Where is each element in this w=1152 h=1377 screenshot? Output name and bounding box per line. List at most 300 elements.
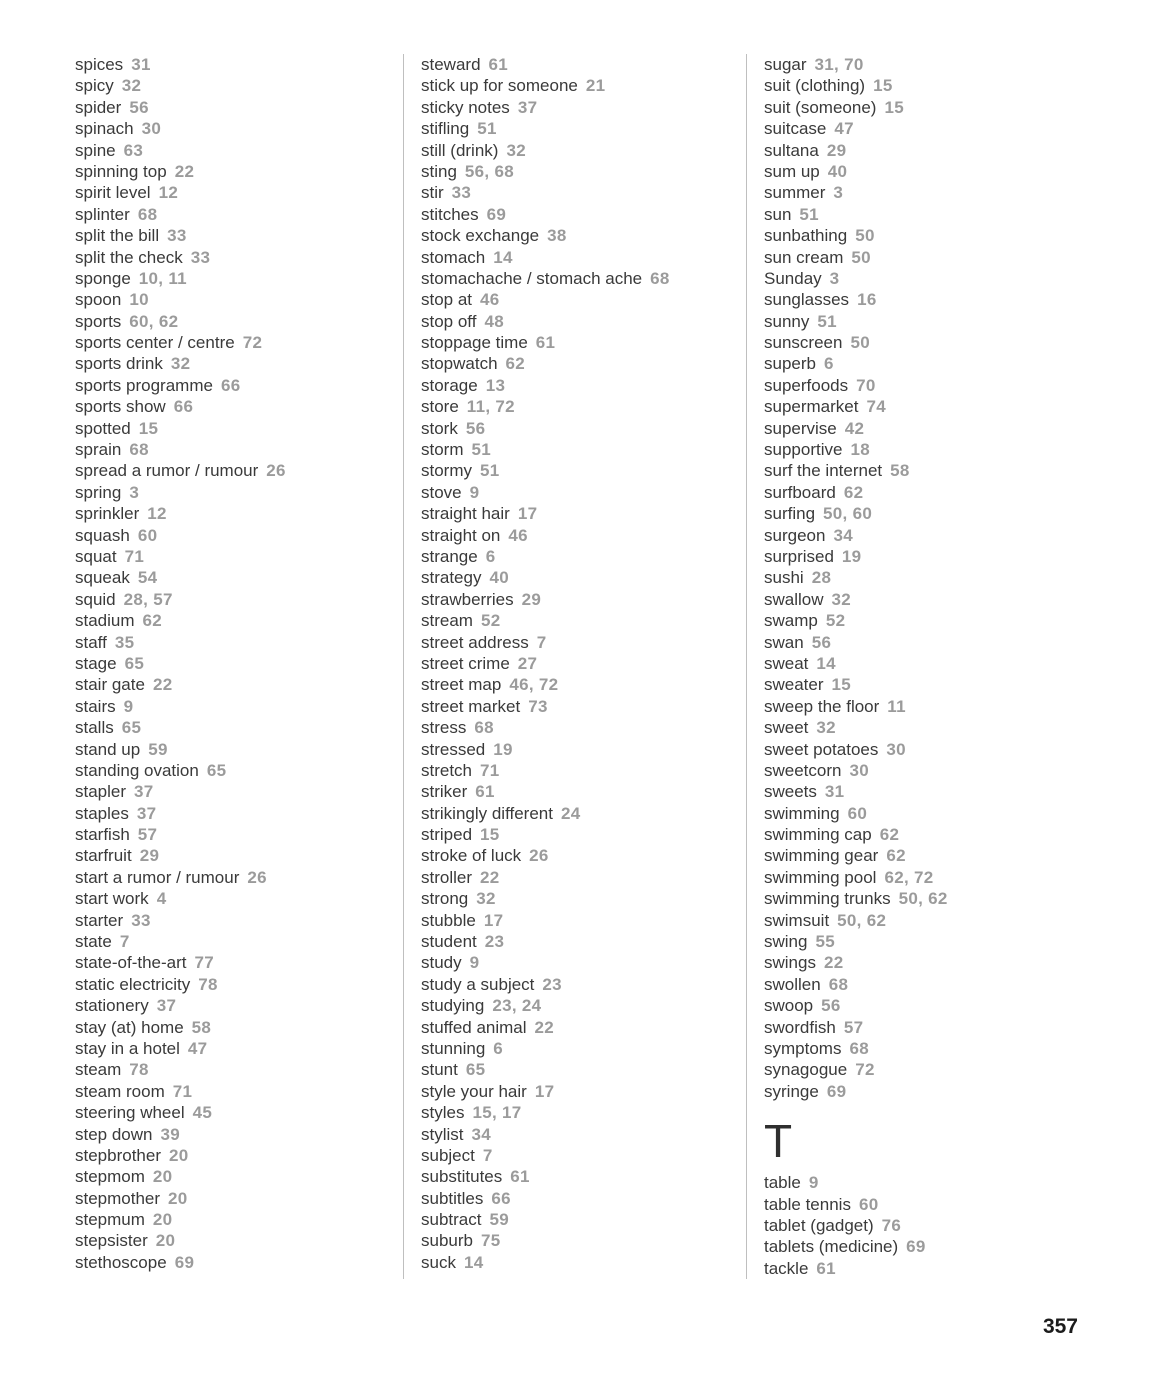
- entry-term: split the bill: [75, 226, 160, 246]
- index-entry: [421, 1252, 746, 1273]
- entry-pages: 56: [811, 632, 832, 652]
- entry-pages: 62: [879, 825, 900, 845]
- entry-term: stepmum: [75, 1210, 145, 1230]
- entry-term: stage: [75, 653, 117, 673]
- index-entry: [75, 375, 403, 396]
- index-entry: [421, 396, 746, 417]
- index-entry: [764, 161, 1107, 182]
- entry-term: steward: [421, 55, 481, 74]
- entry-pages: 11, 72: [466, 397, 515, 417]
- entry-pages: 26: [247, 867, 267, 887]
- entry-term: storage: [421, 375, 478, 395]
- index-entry: [75, 97, 403, 118]
- entry-term: swing: [764, 932, 808, 952]
- entry-term: starter: [75, 910, 124, 930]
- entry-term: suit (clothing): [764, 76, 866, 96]
- entry-term: staff: [75, 632, 107, 652]
- entry-term: summer: [764, 183, 826, 203]
- entry-pages: 19: [841, 546, 862, 566]
- index-entry: [764, 888, 1107, 909]
- entry-pages: 15: [138, 418, 159, 438]
- entry-pages: 77: [194, 953, 215, 973]
- index-column: [746, 54, 1107, 1279]
- index-entry: [75, 268, 403, 289]
- entry-term: sunny: [764, 311, 810, 331]
- index-entry: [764, 1059, 1107, 1080]
- index-entry: [764, 375, 1107, 396]
- index-entry: [75, 247, 403, 268]
- index-entry: [421, 289, 746, 310]
- index-entry: [421, 1230, 746, 1251]
- entry-term: strikingly different: [421, 803, 553, 823]
- entry-term: stressed: [421, 739, 486, 759]
- entry-term: Sunday: [764, 268, 822, 288]
- entry-term: step down: [75, 1124, 153, 1144]
- index-entry: [421, 140, 746, 161]
- index-entry: [764, 589, 1107, 610]
- entry-term: tablet (gadget): [764, 1215, 874, 1235]
- entry-pages: 48: [484, 311, 504, 331]
- entry-term: start work: [75, 889, 149, 909]
- entry-pages: 62: [843, 482, 864, 502]
- entry-pages: 73: [528, 696, 548, 716]
- entry-term: supermarket: [764, 397, 859, 417]
- entry-term: spoon: [75, 290, 122, 310]
- index-entry: [75, 460, 403, 481]
- entry-term: straight on: [421, 525, 501, 545]
- entry-pages: 23, 24: [492, 996, 542, 1016]
- entry-term: striped: [421, 825, 473, 845]
- entry-term: strong: [421, 889, 469, 909]
- index-entry: [75, 632, 403, 653]
- index-entry: [421, 567, 746, 588]
- entry-pages: 68: [129, 440, 149, 460]
- entry-term: stationery: [75, 996, 149, 1016]
- index-entry: [75, 610, 403, 631]
- index-entry: [764, 1172, 1107, 1193]
- index-entry: [421, 1102, 746, 1123]
- index-entry: [421, 353, 746, 374]
- index-entry: [764, 140, 1107, 161]
- index-entry: [421, 1017, 746, 1038]
- entry-pages: 12: [147, 504, 167, 524]
- entry-pages: 35: [114, 632, 135, 652]
- index-entry: [421, 632, 746, 653]
- index-entry: [764, 867, 1107, 888]
- index-entry: [75, 653, 403, 674]
- entry-pages: 34: [833, 525, 853, 545]
- index-entry: [75, 760, 403, 781]
- index-entry: [75, 1081, 403, 1102]
- index-entry: [764, 418, 1107, 439]
- entry-term: stock exchange: [421, 226, 540, 246]
- entry-pages: 27: [517, 653, 538, 673]
- index-entry: [75, 439, 403, 460]
- entry-term: sprain: [75, 440, 122, 460]
- index-entry: [75, 161, 403, 182]
- index-entry: [75, 1145, 403, 1166]
- entry-pages: 10: [129, 290, 149, 310]
- index-entry: [421, 332, 746, 353]
- index-entry: [764, 910, 1107, 931]
- index-entry: [764, 1236, 1107, 1257]
- index-entry: [75, 1059, 403, 1080]
- entry-term: spinning top: [75, 161, 167, 181]
- index-entry: [75, 1209, 403, 1230]
- entry-pages: 14: [463, 1252, 484, 1272]
- entry-pages: 47: [834, 119, 854, 139]
- entry-term: synagogue: [764, 1060, 848, 1080]
- index-entry: [764, 931, 1107, 952]
- entry-term: swamp: [764, 611, 818, 631]
- index-entry: [75, 1102, 403, 1123]
- entry-pages: 15: [884, 97, 904, 117]
- entry-term: stomachache / stomach ache: [421, 268, 643, 288]
- entry-pages: 46: [480, 290, 500, 310]
- entry-term: study a subject: [421, 974, 535, 994]
- entry-term: staples: [75, 803, 129, 823]
- index-entry: [75, 1038, 403, 1059]
- entry-pages: 58: [191, 1017, 212, 1037]
- entry-pages: 69: [906, 1237, 926, 1257]
- entry-pages: 18: [850, 440, 870, 460]
- index-entry: [421, 610, 746, 631]
- entry-term: swimming cap: [764, 825, 872, 845]
- entry-pages: 29: [521, 589, 542, 609]
- index-entry: [764, 75, 1107, 96]
- index-entry: [75, 888, 403, 909]
- index-entry: [764, 567, 1107, 588]
- entry-pages: 47: [187, 1038, 208, 1058]
- entry-pages: 62: [142, 611, 163, 631]
- entry-pages: 30: [141, 119, 162, 139]
- entry-term: stretch: [421, 760, 473, 780]
- index-entry: [421, 974, 746, 995]
- entry-term: substitutes: [421, 1167, 503, 1187]
- entry-pages: 37: [134, 782, 154, 802]
- entry-term: swimming pool: [764, 867, 877, 887]
- entry-term: swordfish: [764, 1017, 836, 1037]
- entry-pages: 56, 68: [464, 161, 514, 181]
- entry-pages: 72: [242, 333, 263, 353]
- entry-pages: 33: [131, 910, 151, 930]
- entry-pages: 34: [471, 1124, 492, 1144]
- index-entry: [764, 974, 1107, 995]
- entry-pages: 30: [849, 760, 869, 780]
- entry-term: spider: [75, 97, 122, 117]
- entry-term: sponge: [75, 268, 131, 288]
- entry-pages: 20: [168, 1188, 188, 1208]
- index-entry: [764, 247, 1107, 268]
- entry-term: table: [764, 1173, 801, 1193]
- entry-term: squat: [75, 546, 117, 566]
- entry-pages: 57: [137, 825, 158, 845]
- entry-pages: 3: [129, 482, 140, 502]
- index-entry: [75, 54, 403, 75]
- index-entry: [764, 632, 1107, 653]
- index-entry: [764, 503, 1107, 524]
- entry-term: steering wheel: [75, 1103, 185, 1123]
- entry-term: splinter: [75, 204, 130, 224]
- index-entry: [421, 760, 746, 781]
- index-entry: [421, 460, 746, 481]
- entry-term: spring: [75, 482, 122, 502]
- index-entry: [75, 225, 403, 246]
- entry-pages: 61: [488, 55, 509, 74]
- entry-pages: 7: [482, 1145, 493, 1165]
- entry-pages: 58: [890, 461, 910, 481]
- entry-pages: 51: [799, 204, 819, 224]
- entry-pages: 6: [823, 354, 834, 374]
- entry-pages: 22: [152, 675, 173, 695]
- entry-pages: 10, 11: [138, 268, 187, 288]
- entry-term: sports: [75, 311, 122, 331]
- index-entry: [75, 118, 403, 139]
- index-entry: [75, 332, 403, 353]
- entry-term: stir: [421, 183, 444, 203]
- entry-term: straight hair: [421, 504, 510, 524]
- entry-term: student: [421, 932, 477, 952]
- entry-term: supervise: [764, 418, 837, 438]
- index-entry: [764, 610, 1107, 631]
- entry-pages: 6: [493, 1038, 504, 1058]
- entry-pages: 32: [831, 589, 852, 609]
- index-entry: [75, 1188, 403, 1209]
- index-column: [403, 54, 746, 1279]
- entry-term: stethoscope: [75, 1252, 167, 1272]
- entry-pages: 32: [506, 140, 526, 160]
- entry-term: table tennis: [764, 1194, 851, 1214]
- entry-pages: 16: [857, 290, 877, 310]
- entry-pages: 74: [866, 397, 886, 417]
- entry-term: sports center / centre: [75, 333, 235, 353]
- entry-pages: 46, 72: [509, 675, 559, 695]
- entry-term: spine: [75, 140, 116, 160]
- index-entry: [75, 311, 403, 332]
- entry-pages: 26: [529, 846, 549, 866]
- index-entry: [764, 268, 1107, 289]
- entry-pages: 68: [474, 718, 494, 738]
- entry-pages: 69: [486, 204, 507, 224]
- index-entry: [421, 1081, 746, 1102]
- index-entry: [75, 910, 403, 931]
- entry-pages: 21: [585, 76, 606, 96]
- entry-term: suck: [421, 1252, 456, 1272]
- index-entry: [75, 696, 403, 717]
- entry-term: stoppage time: [421, 333, 528, 353]
- entry-pages: 3: [829, 268, 840, 288]
- entry-term: supportive: [764, 440, 843, 460]
- index-entry: [764, 995, 1107, 1016]
- entry-pages: 54: [137, 568, 158, 588]
- index-entry: [764, 482, 1107, 503]
- entry-pages: 61: [535, 333, 556, 353]
- index-entry: [75, 674, 403, 695]
- entry-term: sweat: [764, 653, 809, 673]
- entry-pages: 76: [881, 1215, 902, 1235]
- entry-term: tackle: [764, 1258, 809, 1278]
- entry-term: starfish: [75, 825, 130, 845]
- index-entry: [421, 311, 746, 332]
- index-entry: [421, 439, 746, 460]
- entry-pages: 59: [489, 1210, 509, 1230]
- entry-term: styles: [421, 1103, 465, 1123]
- entry-term: stunt: [421, 1060, 458, 1080]
- entry-term: stand up: [75, 739, 141, 759]
- entry-term: stadium: [75, 611, 135, 631]
- entry-pages: 22: [480, 867, 500, 887]
- entry-term: suburb: [421, 1231, 473, 1251]
- entry-term: squeak: [75, 568, 130, 588]
- index-entry: [421, 1188, 746, 1209]
- entry-term: squid: [75, 589, 116, 609]
- index-entry: [764, 653, 1107, 674]
- entry-pages: 29: [139, 846, 160, 866]
- index-entry: [421, 781, 746, 802]
- entry-term: store: [421, 397, 459, 417]
- entry-term: swings: [764, 953, 816, 973]
- entry-pages: 62: [886, 846, 906, 866]
- entry-pages: 65: [121, 718, 142, 738]
- index-entry: [764, 311, 1107, 332]
- index-entry: [764, 1258, 1107, 1279]
- index-entry: [764, 525, 1107, 546]
- entry-pages: 55: [815, 932, 835, 952]
- index-entry: [421, 717, 746, 738]
- entry-term: sports show: [75, 397, 166, 417]
- entry-pages: 28: [811, 568, 832, 588]
- entry-pages: 32: [170, 354, 191, 374]
- entry-term: surfing: [764, 504, 816, 524]
- index-column: [75, 54, 403, 1279]
- entry-pages: 33: [167, 226, 187, 246]
- entry-pages: 65: [465, 1060, 486, 1080]
- index-entry: [421, 204, 746, 225]
- entry-term: street address: [421, 632, 529, 652]
- index-entry: [421, 931, 746, 952]
- entry-pages: 9: [469, 953, 480, 973]
- index-entry: [764, 118, 1107, 139]
- entry-term: swimming: [764, 803, 840, 823]
- entry-term: stubble: [421, 910, 476, 930]
- entry-pages: 68: [849, 1038, 869, 1058]
- index-entry: [75, 739, 403, 760]
- entry-term: standing ovation: [75, 760, 199, 780]
- index-entry: [764, 760, 1107, 781]
- index-entry: [764, 289, 1107, 310]
- entry-pages: 50: [851, 247, 871, 267]
- index-entry: [764, 824, 1107, 845]
- entry-pages: 37: [136, 803, 157, 823]
- entry-term: stay in a hotel: [75, 1038, 180, 1058]
- index-entry: [75, 567, 403, 588]
- index-entry: [421, 54, 746, 75]
- index-entry: [75, 525, 403, 546]
- entry-pages: 31: [131, 55, 151, 74]
- entry-pages: 37: [156, 996, 177, 1016]
- index-entry: [764, 353, 1107, 374]
- entry-term: stop off: [421, 311, 477, 331]
- entry-term: surprised: [764, 546, 834, 566]
- index-entry: [421, 418, 746, 439]
- entry-pages: 20: [152, 1167, 173, 1187]
- entry-term: swallow: [764, 589, 824, 609]
- index-entry: [421, 653, 746, 674]
- entry-term: stepsister: [75, 1231, 148, 1251]
- entry-pages: 22: [534, 1017, 555, 1037]
- entry-pages: 15, 17: [472, 1103, 522, 1123]
- entry-pages: 78: [198, 974, 218, 994]
- entry-term: storm: [421, 440, 464, 460]
- index-entry: [764, 54, 1107, 75]
- entry-pages: 62, 72: [884, 867, 934, 887]
- entry-pages: 65: [206, 760, 227, 780]
- index-entry: [421, 1209, 746, 1230]
- index-entry: [421, 888, 746, 909]
- entry-term: steam: [75, 1060, 122, 1080]
- index-entry: [75, 1230, 403, 1251]
- entry-term: stuffed animal: [421, 1017, 527, 1037]
- index-entry: [75, 353, 403, 374]
- entry-pages: 71: [480, 760, 500, 780]
- index-entry: [764, 952, 1107, 973]
- entry-pages: 66: [491, 1188, 511, 1208]
- entry-term: steam room: [75, 1081, 165, 1101]
- entry-term: sweetcorn: [764, 760, 842, 780]
- index-entry: [764, 674, 1107, 695]
- entry-term: state: [75, 932, 112, 952]
- entry-term: stomach: [421, 247, 486, 267]
- entry-term: sports programme: [75, 375, 213, 395]
- entry-term: stroller: [421, 867, 473, 887]
- entry-term: stove: [421, 482, 462, 502]
- entry-pages: 9: [123, 696, 134, 716]
- index-entry: [75, 867, 403, 888]
- index-entry: [75, 803, 403, 824]
- entry-term: sweater: [764, 675, 824, 695]
- entry-term: street market: [421, 696, 521, 716]
- index-entry: [75, 503, 403, 524]
- index-entry: [764, 696, 1107, 717]
- index-entry: [75, 546, 403, 567]
- index-entry: [421, 803, 746, 824]
- index-entry: [421, 952, 746, 973]
- index-entry: [421, 674, 746, 695]
- entry-pages: 59: [148, 739, 168, 759]
- entry-term: sushi: [764, 568, 804, 588]
- entry-term: stroke of luck: [421, 846, 522, 866]
- entry-term: swimming gear: [764, 846, 879, 866]
- entry-pages: 60: [847, 803, 868, 823]
- entry-pages: 70: [856, 375, 876, 395]
- index-entry: [764, 739, 1107, 760]
- entry-pages: 19: [493, 739, 513, 759]
- entry-pages: 69: [826, 1081, 847, 1101]
- entry-term: stair gate: [75, 675, 145, 695]
- entry-term: surf the internet: [764, 461, 883, 481]
- entry-pages: 66: [220, 375, 241, 395]
- entry-term: street crime: [421, 653, 510, 673]
- entry-term: squash: [75, 525, 130, 545]
- entry-pages: 37: [517, 97, 538, 117]
- index-entry: [75, 995, 403, 1016]
- index-entry: [421, 525, 746, 546]
- entry-pages: 40: [489, 568, 509, 588]
- entry-pages: 23: [484, 932, 505, 952]
- entry-pages: 69: [174, 1252, 195, 1272]
- entry-pages: 60: [858, 1194, 879, 1214]
- entry-term: sting: [421, 161, 457, 181]
